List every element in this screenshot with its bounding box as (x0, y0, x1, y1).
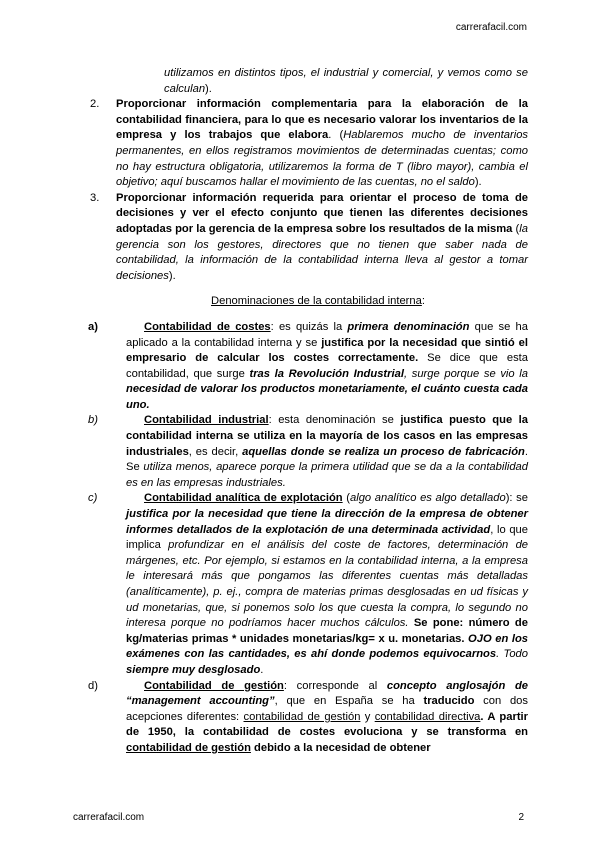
term-heading: Contabilidad industrial (144, 414, 269, 427)
header-site: carrerafacil.com (455, 22, 527, 33)
list-item (88, 191, 528, 285)
subsection-b: b) Contabilidad industrial: esta denominación se justifica puesto que la contabilidad interna se utiliza en la mayoría de los casos en las empresas industriales, es decir, aquellas donde se realiza un proceso de fabricación. Se utiliza menos, aparece porque la primera utilidad que se da a la contabilidad es en las empresas industriales. (88, 414, 528, 489)
term-heading: Contabilidad de gestión (144, 679, 284, 692)
item-number: 3. (90, 191, 100, 204)
page-number: 2 (518, 812, 524, 823)
section-title-text: Denominaciones de la contabilidad interna (211, 295, 422, 308)
subsection-c: c) Contabilidad analítica de explotación (algo analítico es algo detallado): se justifica por la necesidad que tiene la dirección de la empresa de obtener informes detallados de la explotación de una determinada actividad, lo que implica profundizar en el análisis del coste de factores, determinación de márgenes, etc. Por ejemplo, si estamos en la contabilidad interna, a la empresa le interesará más que pongamos las diferentes cuentas más detalladas (analíticamente), p. ej., compra de materias primas desglosadas en ud físicas y ud monetarias, que, si ponemos solo los que cuesta la compra, lo segundo no interesa porque no podríamos hacer muchos cálculos. Se pone: número de kg/materias primas * unidades monetarias/kg= x u. monetarias. OJO en los exámenes con las cantidades, es ahí donde podemos equivocarnos. Todo siempre muy desglosado. (88, 492, 529, 676)
item-italic: Hablaremos mucho de inventarios permanentes, en ellos registramos movimientos de determinadas cuentas; como no hay estructura obligatoria, utilizaremos la forma de T (libro mayor), cambia el objetivo; aquí buscamos hallar el movimiento de las cuentas, no el saldo (116, 129, 529, 189)
list-item (88, 97, 528, 191)
item-italic: la gerencia son los gestores, directores que no tienen que saber nada de contabilidad, la información de la contabilidad interna lleva al gestor a tomar decisiones (116, 222, 528, 282)
item-bold: Proporcionar información requerida para orientar el proceso de toma de decisiones y ver el efecto conjunto que tienen las diferentes decisiones adoptadas por la gerencia de la empresa sobre los resultados de la misma (116, 191, 528, 235)
term-heading: Contabilidad de costes (144, 320, 271, 333)
item-sep: . ( (328, 129, 344, 142)
item-bold: Proporcionar información complementaria para la elaboración de la contabilidad financiera, para lo que es necesario valorar los inventarios de la empresa y los trabajos que elabora (116, 98, 528, 142)
item-end: ). (168, 269, 176, 282)
item-sep: ( (512, 222, 520, 235)
item-number: 2. (90, 98, 100, 111)
subsection-label: d) (88, 679, 98, 692)
footer-site: carrerafacil.com (73, 812, 145, 823)
item-end: ). (474, 176, 482, 189)
subsection-d: d) Contabilidad de gestión: corresponde al concepto anglosajón de “management accounting”, que en España se ha traducido con dos acepciones diferentes: contabilidad de gestión y contabilidad directiva. A partir de 1950, la contabilidad de costes evoluciona y se transforma en contabilidad de gestión debido a la necesidad de obtener (88, 679, 529, 754)
term-heading: Contabilidad analítica de explotación (144, 492, 343, 505)
subsection-label: a) (88, 320, 98, 333)
section-title (88, 294, 528, 310)
subsection-a: a) Contabilidad de costes: es quizás la primera denominación que se ha aplicado a la contabilidad interna y se justifica por la necesidad que sintió el empresario de calcular los costes correctamente. Se dice que esta contabilidad, que surge tras la Revolución Industrial, surge porque se vio la necesidad de valorar los productos monetariamente, el cuánto cuesta cada uno. (88, 320, 529, 411)
intro-continuation (88, 66, 528, 97)
document-body (88, 66, 528, 757)
intro-text: utilizamos en distintos tipos, el industrial y comercial, y vemos como se calculan (164, 67, 528, 95)
section-title-colon: : (421, 295, 425, 308)
subsection-label: b) (88, 414, 98, 427)
subsection-label: c) (88, 492, 98, 505)
intro-end: ). (205, 82, 212, 95)
